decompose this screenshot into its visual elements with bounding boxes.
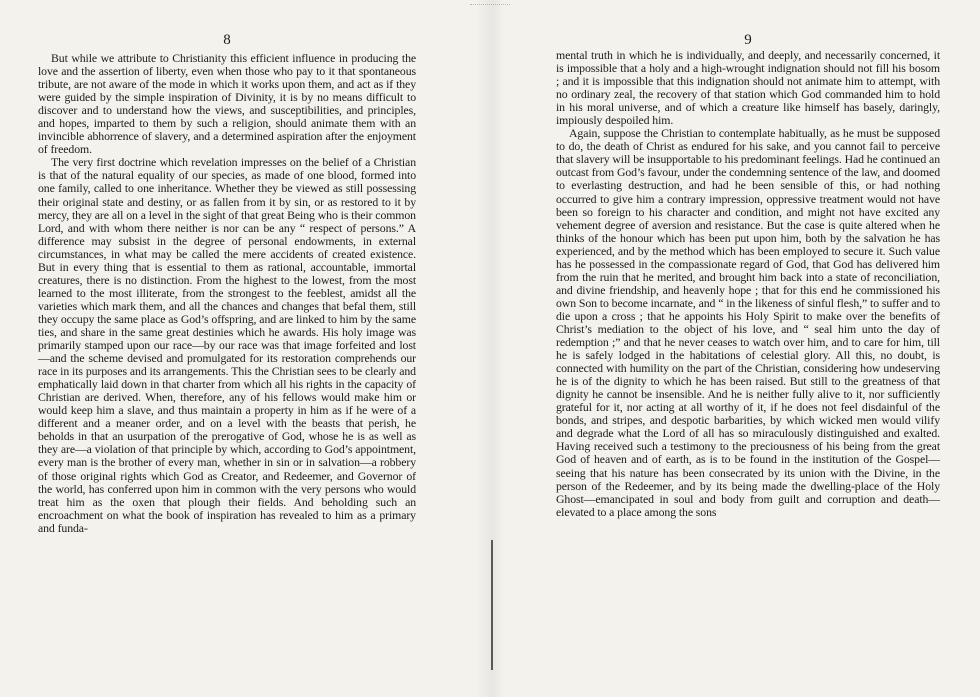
book-gutter xyxy=(476,0,504,697)
paragraph: Again, suppose the Christian to contemplate habitually, as he must be supposed to do, the death of Christ as endured for his sake, and you cannot fail to perceive that slavery will be insupportable to his predominant feelings. Had he continued an outcast from God’s favour, under the condemning sentence of the law, and doomed to everlasting destruction, and had he been sensible of this, or had nothing occurred to give him a contrary impression, oppressive treatment would not have been so foreign to his character and condition, and might not have excited any vehement degree of aversion and resistance. But the case is quite altered when he thinks of the honour which has been put upon him, both by the salvation he has experienced, and by the method which has been employed to secure it. Such value has he possessed in the compassionate regard of God, that God has delivered him from the ruin that he merited, and brought him back into a state of reconciliation, and divine friendship, and heavenly hope ; that for this end he commissioned his own Son to become incarnate, and “ in the likeness of sinful flesh,” to suffer and to die upon a cross ; that he appoints his Holy Spirit to make over the benefits of Christ’s mediation to the object of his love, and “ seal him unto the day of redemption ;” and that he never ceases to watch over him, and to care for him, till he is safely lodged in the habitations of celestial glory. All this, no doubt, is connected with humility on the part of the Christian, considering how undeserving he is of the dignity to which he has been raised. But still to the greatness of that dignity he cannot be insensible. And he is neither fully alive to it, nor sufficiently grateful for it, nor acting at all worthy of it, if he does not feel disdainful of the bonds, and stripes, and despotic barbarities, by which wicked men would vilify and degrade what the Lord of all has so miraculously distinguished and exalted. Having received such a testimony to the preciousness of his being from the great God of heaven and of earth, as is to be found in the institution of the Gospel—seeing that his nature has been consecrated by its union with the Divine, in the person of the Redeemer, and by its being made the dwelling-place of the Holy Ghost—emancipated in soul and body from guilt and corruption and death—elevated to a place among the sons xyxy=(556,126,940,519)
right-page xyxy=(556,0,940,697)
right-page-text xyxy=(556,49,940,519)
binding-mark xyxy=(491,540,493,670)
left-page-text xyxy=(38,52,416,535)
paragraph: mental truth in which he is individually, and deeply, and necessarily concerned, it is impossible that a holy and a high-wrought indignation should not fill his bosom ; and it is impossible that this indignation should not animate him to attempt, with no ordinary zeal, the recovery of that station which God commanded him to hold in his moral universe, and of which a creature like himself has basely, daringly, impiously despoiled him. xyxy=(556,48,940,128)
paragraph: The very first doctrine which revelation impresses on the belief of a Christian is that of the natural equality of our species, as made of one blood, formed into one family, called to one inheritance. Whether they be viewed as still possessing their original state and destiny, or as fallen from it by sin, or as restored to it by mercy, they are all on a level in the sight of that great Being who is their common Lord, and with whom there neither is nor can be any “ respect of persons.” A difference may subsist in the degree of personal endowments, in external circumstances, in what may be called the mere accidents of created existence. But in every thing that is essential to them as rational, accountable, immortal creatures, there is no distinction. From the highest to the lowest, from the most learned to the most illiterate, from the strongest to the feeblest, amidst all the varieties which mark them, and all the chances and changes that befal them, still they occupy the same place as God’s offspring, and are linked to him by the same ties, and share in the same great destinies which he awards. His holy image was primarily stamped upon our race—by our race was that image forfeited and lost—and the scheme devised and promulgated for its restoration comprehends our race in its purposes and its arrangements. This the Christian sees to be clearly and emphatically laid down in that charter from which all his rights in the capacity of Christian are derived. When, therefore, any of his fellows would make him or would keep him a slave, and thus maintain a property in him as if he were of a different and a meaner order, and on a level with the beasts that perish, he beholds in that an usurpation of the prerogative of God, whose he is as well as they are—a violation of that principle by which, according to God’s appointment, every man is the brother of every man, whether in sin or in salvation—a robbery of those original rights which God as Creator, and Redeemer, and Governor of the world, has conferred upon him in common with the very persons who would treat him as the oxen that plough their fields. And beholding such an encroachment on what the book of inspiration has revealed to him as a primary and funda- xyxy=(38,155,416,535)
right-page-number: 9 xyxy=(744,32,752,48)
paragraph: But while we attribute to Christianity this efficient influence in producing the love and the assertion of liberty, even when those who pay to it that spontaneous tribute, are not aware of the mode in which it works upon them, and act as if they were guided by the simple inspiration of Divinity, it is by no means difficult to discover and to understand how the views, and susceptibilities, and principles, and hopes, imparted to them by such a religion, should animate them with an invincible abhorrence of slavery, and a determined aspiration after the enjoyment of freedom. xyxy=(38,51,416,157)
left-page xyxy=(38,0,416,697)
left-page-number: 8 xyxy=(223,32,231,48)
